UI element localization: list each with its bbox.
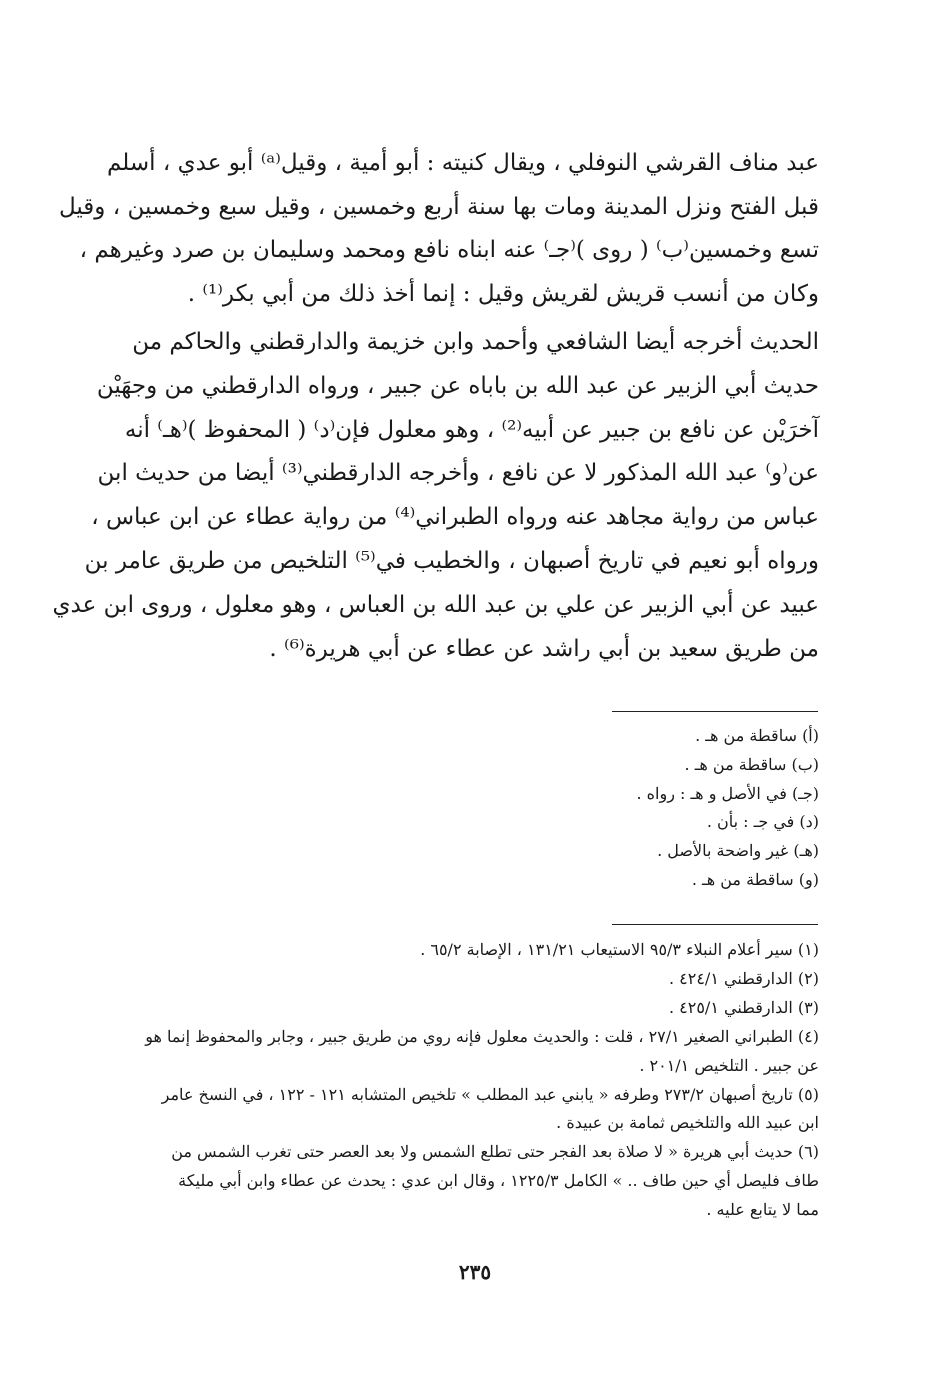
footnote-item: (٤) الطبراني الصغير ٢٧/١ ، قلت : والحديث معلول فإنه روي من طريق جبير ، وجابر والمحفوظ إنما هو [145,1026,819,1046]
text-line: عبد مناف القرشي النوفلي ، ويقال كنيته : أبو أمية ، وقيل⁽ᵃ⁾ أبو عدي ، أسلم [106,150,819,176]
text-line: من طريق سعيد بن أبي راشد عن عطاء عن أبي هريرة⁽⁶⁾ . [269,635,819,662]
text-line: تسع وخمسين⁽ب⁾ ( روى )⁽جـ⁾ عنه ابناه نافع ومحمد وسليمان بن صرد وغيرهم ، [79,237,819,264]
text-line: قبل الفتح ونزل المدينة ومات بها سنة أربع وخمسين ، وقيل سبع وخمسين ، وقيل [58,193,819,220]
text-line: عباس من رواية مجاهد عنه ورواه الطبراني⁽⁴⁾ من رواية عطاء عن ابن عباس ، [91,504,819,531]
text-line: ورواه أبو نعيم في تاريخ أصبهان ، والخطيب في⁽⁵⁾ التلخيص من طريق عامر بن [84,547,819,574]
text-line: حديث أبي الزبير عن عبد الله بن باباه عن جبير ، ورواه الدارقطني من وجهَيْن [96,372,819,399]
footnote-item: (٣) الدارقطني ٤٢٥/١ . [668,997,819,1017]
footnote-item: عن جبير . التلخيص ٢٠١/١ . [639,1055,819,1075]
page-number: ٢٣٥ [458,1260,492,1284]
text-line: عن⁽و⁾ عبد الله المذكور لا عن نافع ، وأخرجه الدارقطني⁽³⁾ أيضا من حديث ابن [97,460,819,487]
text-line: عبيد عن أبي الزبير عن علي بن عبد الله بن العباس ، وهو معلول ، وروى ابن عدي [52,591,819,618]
footnote-item: ابن عبيد الله والتلخيص ثمامة بن عبيدة . [556,1113,819,1133]
main-paragraph-2 [52,321,819,671]
footnote-item: (د) في جـ : بأن . [706,812,819,832]
footnote-item: (٦) حديث أبي هريرة « لا صلاة بعد الفجر حتى تطلع الشمس ولا بعد العصر حتى تغرب الشمس من [171,1142,819,1162]
footnote-item: (٢) الدارقطني ٤٢٤/١ . [668,968,819,988]
footnote-divider-letters [612,711,818,712]
text-line: الحديث أخرجه أيضا الشافعي وأحمد وابن خزيمة والدارقطني والحاكم من [132,329,819,355]
text-line: آخرَيْن عن نافع بن جبير عن أبيه⁽²⁾ ، وهو معلول فإن⁽د⁾ ( المحفوظ )⁽هـ⁾ أنه [124,416,819,443]
footnote-item: (أ) ساقطة من هـ . [695,726,819,745]
numbered-footnotes [129,936,819,1225]
footnote-divider-numbers [612,924,818,925]
footnote-item: (١) سير أعلام النبلاء ٩٥/٣ الاستيعاب ١٣١/٢١ ، الإصابة ٦٥/٢ . [420,940,819,959]
text-line: وكان من أنسب قريش لقريش وقيل : إنما أخذ ذلك من أبي بكر⁽¹⁾ . [187,280,819,307]
footnote-item: (هـ) غير واضحة بالأصل . [657,841,819,861]
footnote-item: مما لا يتابع عليه . [706,1200,819,1220]
letter-footnotes [129,722,819,895]
footnote-item: (جـ) في الأصل و هـ : رواه . [636,783,819,803]
main-paragraph-1 [58,142,819,316]
footnote-item: (و) ساقطة من هـ . [691,869,819,889]
footnote-item: (ب) ساقطة من هـ . [684,754,819,774]
footnote-item: (٥) تاريخ أصبهان ٢٧٣/٢ وطرفه « يابني عبد المطلب » تلخيص المتشابه ١٢١ - ١٢٢ ، في النسخ عامر [161,1084,819,1104]
footnote-item: طاف فليصل أي حين طاف .. » الكامل ١٢٢٥/٣ ، وقال ابن عدي : يحدث عن عطاء وابن أبي مليكة [178,1171,819,1191]
